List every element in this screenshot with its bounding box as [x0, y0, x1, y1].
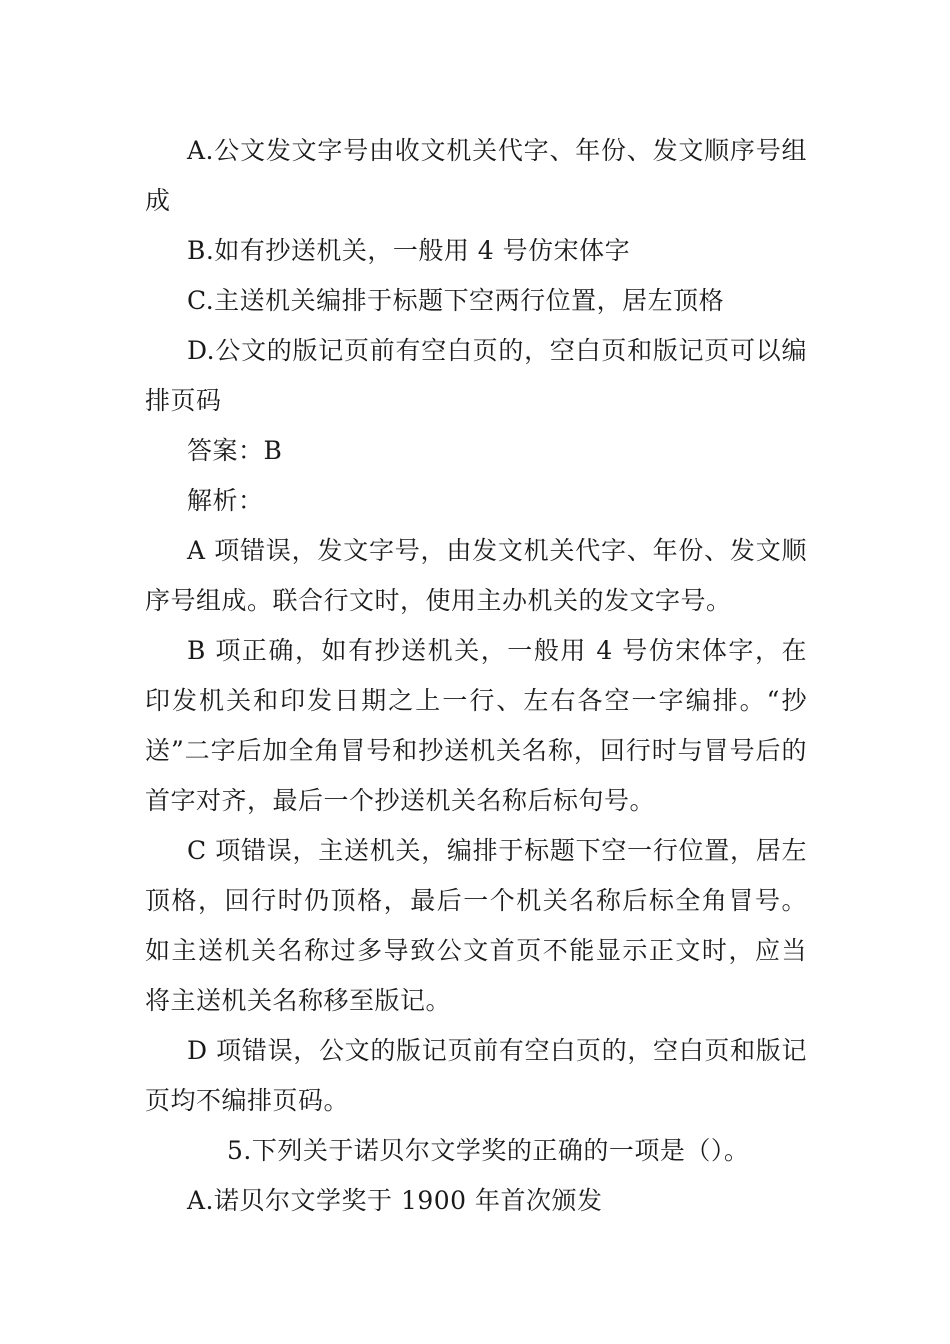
- option-c: C.主送机关编排于标题下空两行位置，居左顶格: [187, 286, 725, 315]
- question-5: 5.下列关于诺贝尔文学奖的正确的一项是（）。: [227, 1136, 750, 1165]
- answer: 答案：B: [187, 436, 283, 465]
- document-page: [145, 126, 807, 1226]
- explanation-c: C 项错误，主送机关，编排于标题下空一行位置，居左顶格，回行时仍顶格，最后一个机关名称后标全角冒号。如主送机关名称过多导致公文首页不能显示正文时，应当将主送机关名称移至版记。: [145, 836, 807, 1015]
- explanation-a: A 项错误，发文字号，由发文机关代字、年份、发文顺序号组成。联合行文时，使用主办机关的发文字号。: [145, 536, 807, 615]
- explanation-b: B 项正确，如有抄送机关，一般用 4 号仿宋体字，在印发机关和印发日期之上一行、左右各空一字编排。“抄送”二字后加全角冒号和抄送机关名称，回行时与冒号后的首字对齐，最后一个抄送机关名称后标句号。: [145, 636, 807, 815]
- option-d: D.公文的版记页前有空白页的，空白页和版记页可以编排页码: [145, 336, 807, 415]
- option-a: A.公文发文字号由收文机关代字、年份、发文顺序号组成: [145, 136, 807, 215]
- question-5-option-a: A.诺贝尔文学奖于 1900 年首次颁发: [187, 1186, 603, 1215]
- explanation-d: D 项错误，公文的版记页前有空白页的，空白页和版记页均不编排页码。: [145, 1036, 807, 1115]
- analysis-label: 解析：: [187, 486, 264, 515]
- option-b: B.如有抄送机关，一般用 4 号仿宋体字: [187, 236, 631, 265]
